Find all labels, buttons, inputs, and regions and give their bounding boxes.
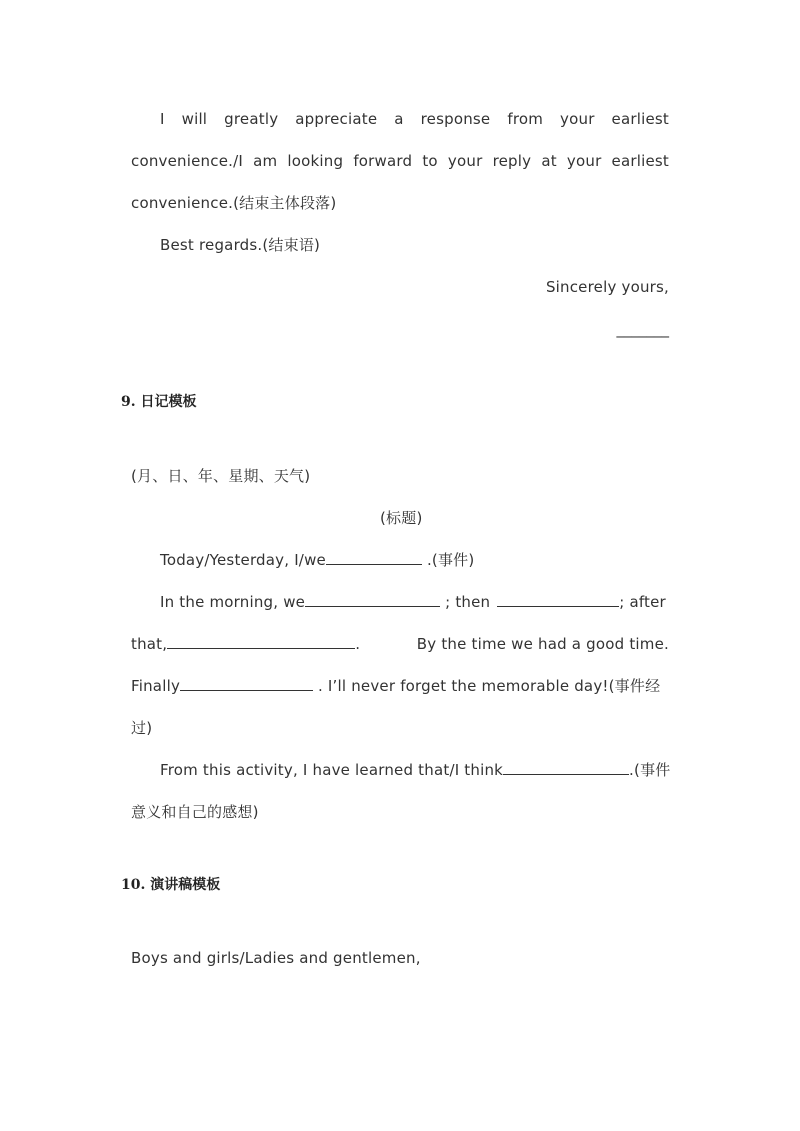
diary-template-heading: 9. 日记模板 [121,394,197,410]
diary-activity-continuation: 意义和自己的感想) [131,803,259,821]
event-blank [326,550,422,565]
that-rest: By the time we had a good time. [416,635,669,653]
sincerely-line: Sincerely yours, [545,278,669,296]
that-suffix: . [355,635,361,653]
closing-paragraph-line-3: convenience.(结束主体段落) [131,194,337,212]
activity-prefix: From this activity, I have learned that/I think [160,761,504,779]
speech-greeting-line: Boys and girls/Ladies and gentlemen, [131,949,421,967]
morning-then: ; then [445,593,491,611]
diary-activity-line [160,760,670,780]
signature-blank: _______ [616,320,669,338]
activity-blank [503,760,629,775]
diary-date-line: (月、日、年、星期、天气) [131,467,311,485]
activity-suffix: .(事件 [629,761,671,779]
today-prefix: Today/Yesterday, I/we [160,551,326,569]
morning-blank [305,592,440,607]
diary-finally-continuation: 过) [131,719,153,737]
diary-finally-line [131,676,660,696]
after-that-blank [167,634,355,649]
morning-after: ; after [619,593,666,611]
best-regards-line: Best regards.(结束语) [160,236,321,254]
closing-paragraph-line-1: I will greatly appreciate a response from your earliest [160,110,669,128]
diary-morning-line [160,592,669,612]
diary-that-line [131,634,669,654]
closing-paragraph-line-2: convenience./I am looking forward to your reply at your earliest [131,152,669,170]
finally-suffix: . I’ll never forget the memorable day!(事件经 [317,677,661,695]
then-blank [497,592,619,607]
finally-prefix: Finally [131,677,181,695]
morning-prefix: In the morning, we [160,593,306,611]
diary-today-line [160,550,474,570]
speech-template-heading: 10. 演讲稿模板 [121,877,221,893]
finally-blank [180,676,313,691]
that-prefix: that, [131,635,168,653]
diary-title-line: (标题) [380,509,423,527]
today-suffix: .(事件) [426,551,475,569]
